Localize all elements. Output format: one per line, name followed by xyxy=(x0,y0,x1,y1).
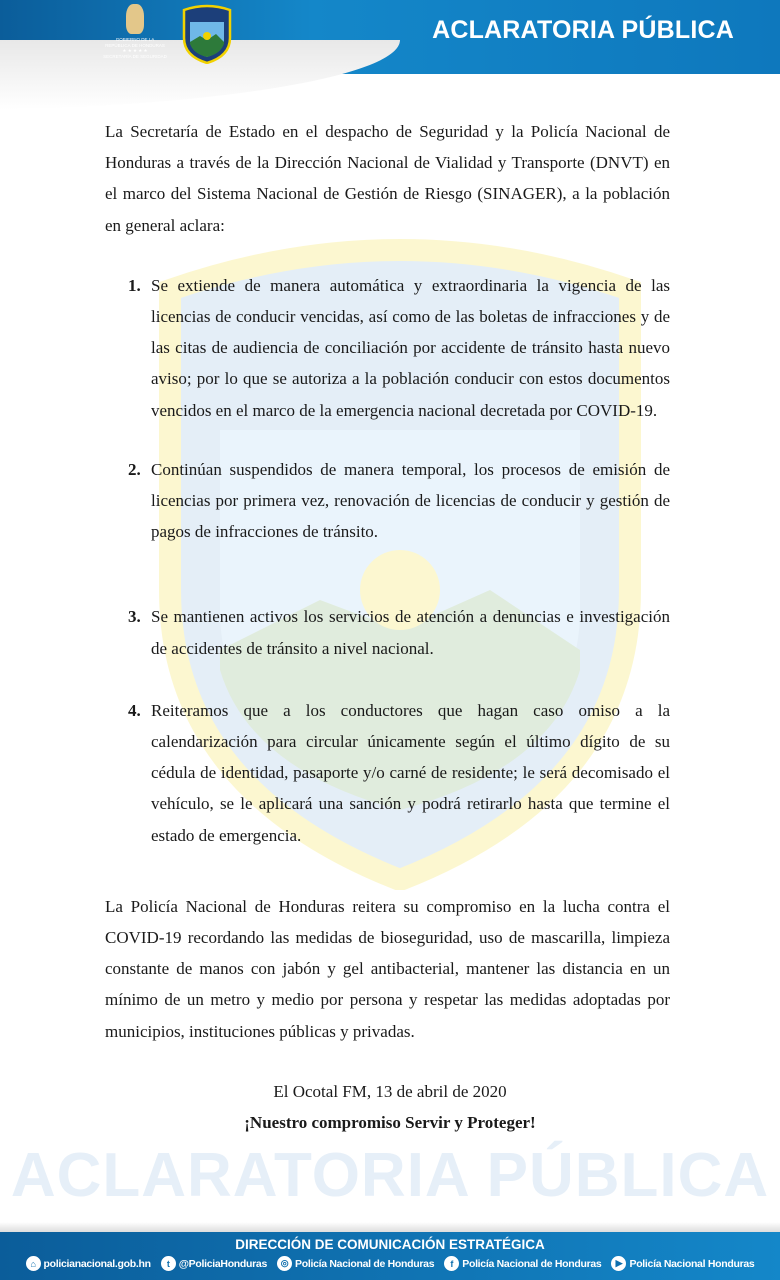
social-instagram[interactable] xyxy=(277,1256,434,1271)
item-text: Se mantienen activos los servicios de atención a denuncias e investigación de accidentes de tránsito a nivel nacional. xyxy=(151,607,670,658)
items-list xyxy=(128,270,670,851)
coat-of-arms-icon xyxy=(126,4,144,34)
social-label: Policía Nacional de Honduras xyxy=(295,1257,435,1270)
list-item xyxy=(128,270,670,426)
intro-paragraph: La Secretaría de Estado en el despacho de Seguridad y la Policía Nacional de Honduras a través de la Dirección Nacional de Vialidad y Transporte (DNVT) en el marco del Sistema Nacional de Gestión de Riesgo (SINAGER), a la población en general aclara: xyxy=(105,122,670,235)
social-label: Policía Nacional Honduras xyxy=(629,1257,755,1270)
social-label: policianacional.gob.hn xyxy=(43,1257,151,1270)
social-label: @PoliciaHonduras xyxy=(178,1257,268,1270)
item-text: Continúan suspendidos de manera temporal, los procesos de emisión de licencias por primera vez, renovación de licencias de conducir y gestión de pagos de infracciones de tránsito. xyxy=(151,459,670,542)
announcement-body xyxy=(10,116,770,1211)
list-item xyxy=(128,601,670,663)
list-item xyxy=(128,695,670,851)
page-title: ACLARATORIA PÚBLICA xyxy=(432,16,734,44)
twitter-icon: t xyxy=(161,1256,176,1271)
footer-title: DIRECCIÓN DE COMUNICACIÓN ESTRATÉGICA xyxy=(235,1237,545,1252)
list-item xyxy=(128,454,670,548)
footer-banner xyxy=(0,1232,780,1280)
police-badge-icon xyxy=(180,4,234,64)
social-web[interactable] xyxy=(26,1256,151,1271)
social-youtube[interactable] xyxy=(611,1256,754,1271)
social-label: Policía Nacional de Honduras xyxy=(462,1257,602,1270)
header-banner xyxy=(0,0,780,110)
watermark-text: ACLARATORIA PÚBLICA xyxy=(10,1141,770,1211)
date-line: El Ocotal FM, 13 de abril de 2020 xyxy=(273,1081,507,1101)
gov-logo-line: REPÚBLICA DE HONDURAS xyxy=(105,42,165,48)
gov-logo-line: ★ ★ ★ ★ ★ xyxy=(122,48,148,53)
item-text: Reiteramos que a los conductores que hagan caso omiso a la calendarización para circular únicamente según el último dígito de su cédula de identidad, pasaporte y/o carné de residente; le será decomisado el vehículo, se le aplicará una sanción y podrá retirarlo hasta que termine el estado de emergencia. xyxy=(151,700,670,845)
youtube-icon: ▶ xyxy=(611,1256,626,1271)
gov-logo-line: GOBIERNO DE LA xyxy=(115,37,155,42)
motto: ¡Nuestro compromiso Servir y Proteger! xyxy=(244,1113,536,1133)
closing-paragraph: La Policía Nacional de Honduras reitera su compromiso en la lucha contra el COVID-19 recordando las medidas de bioseguridad, uso de mascarilla, limpieza constante de manos con jabón y gel antibacterial, mantener las distancia en un mínimo de un metro y medio por persona y respetar las medidas adoptadas por municipios, instituciones públicas y privadas. xyxy=(105,896,670,1041)
item-number: 4. xyxy=(128,700,141,720)
social-links xyxy=(0,1256,780,1271)
item-number: 1. xyxy=(128,275,141,295)
web-icon: ⌂ xyxy=(26,1256,41,1271)
footer-shadow xyxy=(0,1222,780,1232)
social-facebook[interactable] xyxy=(444,1256,601,1271)
instagram-icon: ◎ xyxy=(277,1256,292,1271)
item-number: 2. xyxy=(128,459,141,479)
facebook-icon: f xyxy=(444,1256,459,1271)
government-logo xyxy=(98,4,172,59)
item-number: 3. xyxy=(128,607,141,627)
gov-logo-line: SECRETARÍA DE SEGURIDAD xyxy=(103,53,167,59)
item-text: Se extiende de manera automática y extraordinaria la vigencia de las licencias de conducir vencidas, así como de las boletas de infracciones y de las citas de audiencia de conciliación por accidente de tránsito hasta nuevo aviso; por lo que se autoriza a la población conducir con estos documentos vencidos en el marco de la emergencia nacional decretada por COVID-19. xyxy=(151,275,670,420)
social-twitter[interactable] xyxy=(161,1256,267,1271)
